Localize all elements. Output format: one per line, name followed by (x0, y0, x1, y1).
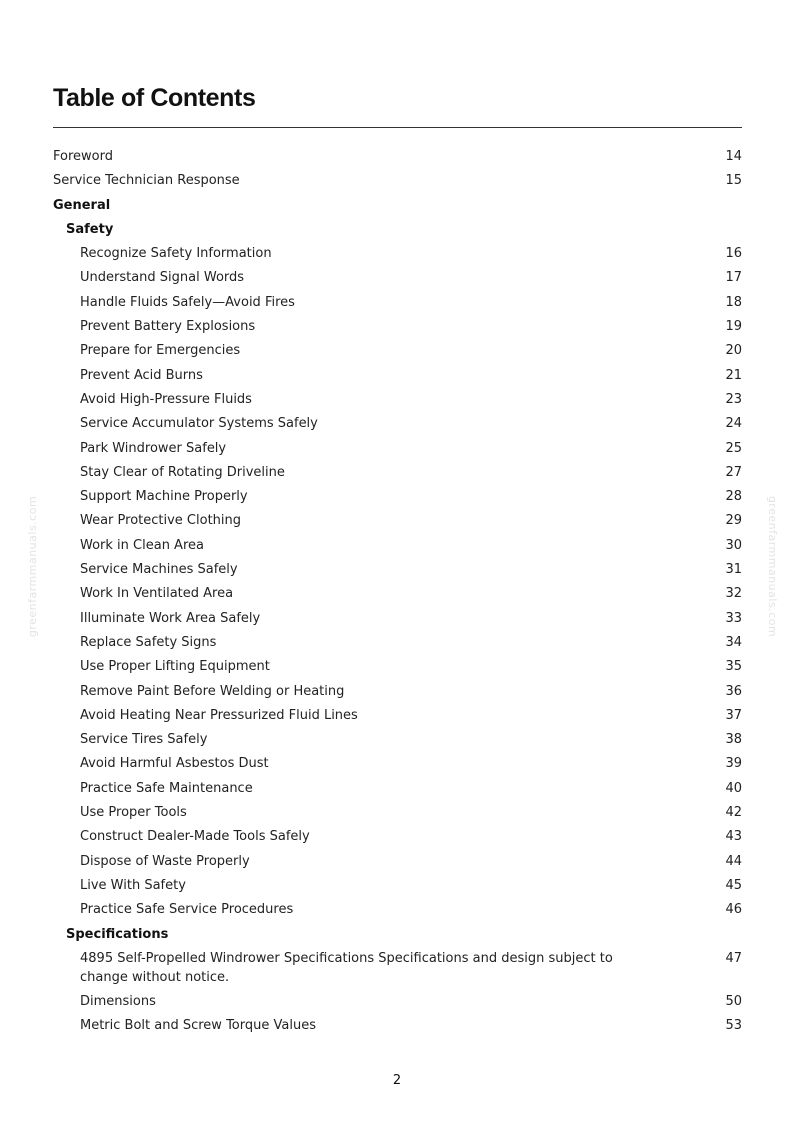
toc-entry-page: 25 (725, 440, 742, 456)
toc-entry[interactable] (53, 244, 742, 263)
toc-entry[interactable] (53, 414, 742, 433)
toc-entry-page: 36 (725, 683, 742, 699)
toc-entry[interactable] (53, 900, 742, 919)
toc-entry-page: 35 (725, 659, 742, 675)
page-number: 2 (392, 1073, 402, 1088)
toc-entry-page: 53 (725, 1018, 742, 1034)
toc-entry-page: 32 (725, 586, 742, 602)
toc-entry-label: Dispose of Waste Properly (80, 853, 250, 869)
toc-entry[interactable] (53, 560, 742, 579)
toc-entry[interactable] (53, 949, 742, 987)
toc-entry-label: Live With Safety (80, 877, 186, 893)
toc-entry[interactable] (53, 754, 742, 773)
toc-entry[interactable] (53, 609, 742, 628)
toc-section-heading (53, 196, 742, 215)
toc-entry-label: Illuminate Work Area Safely (80, 610, 261, 626)
toc-entry-label: Construct Dealer-Made Tools Safely (80, 829, 310, 845)
toc-entry[interactable] (53, 827, 742, 846)
toc-entry-page: 34 (725, 634, 742, 650)
toc-entry[interactable] (53, 633, 742, 652)
toc-entry[interactable] (53, 1016, 742, 1035)
toc-entry-page: 47 (725, 950, 742, 966)
toc-entry[interactable] (53, 487, 742, 506)
toc-entry-label: Use Proper Tools (80, 805, 187, 821)
toc-entry[interactable] (53, 171, 742, 190)
toc-entry-label: Avoid Harmful Asbestos Dust (80, 756, 269, 772)
toc-entry-label: Prepare for Emergencies (80, 343, 241, 359)
toc-entry-label: Service Machines Safely (80, 562, 238, 578)
toc-list (53, 147, 742, 1041)
toc-entry[interactable] (53, 390, 742, 409)
toc-entry-page: 43 (725, 829, 742, 845)
toc-entry-page: 14 (725, 149, 742, 164)
toc-entry[interactable] (53, 803, 742, 822)
toc-entry[interactable] (53, 706, 742, 725)
toc-entry-label: Prevent Battery Explosions (80, 319, 256, 335)
toc-entry-page: 24 (725, 416, 742, 432)
toc-entry[interactable] (53, 779, 742, 798)
toc-entry-label: Dimensions (80, 994, 156, 1010)
toc-entry-page: 40 (725, 780, 742, 796)
toc-entry-label: Service Accumulator Systems Safely (80, 416, 318, 432)
watermark-right: greenfarmmanuals.com (766, 495, 780, 638)
toc-entry-page: 30 (725, 537, 742, 553)
title-divider (53, 127, 742, 128)
toc-entry-page: 45 (725, 877, 742, 893)
toc-section-heading (53, 220, 742, 239)
toc-entry-label: Work in Clean Area (80, 537, 204, 553)
toc-entry-page: 33 (725, 610, 742, 626)
toc-entry[interactable] (53, 147, 742, 166)
toc-entry-page: 28 (725, 489, 742, 505)
toc-entry-label: Metric Bolt and Screw Torque Values (80, 1018, 316, 1034)
toc-entry-page: 15 (725, 173, 742, 189)
toc-entry-page: 21 (725, 367, 742, 383)
toc-entry-label: Foreword (53, 149, 113, 164)
toc-entry-page: 46 (725, 902, 742, 918)
toc-entry-page: 27 (725, 464, 742, 480)
toc-entry[interactable] (53, 463, 742, 482)
toc-entry-page: 31 (725, 562, 742, 578)
toc-entry[interactable] (53, 657, 742, 676)
toc-entry[interactable] (53, 730, 742, 749)
page-title: Table of Contents (53, 84, 256, 112)
toc-entry[interactable] (53, 511, 742, 530)
toc-entry[interactable] (53, 584, 742, 603)
toc-entry-label: Use Proper Lifting Equipment (80, 659, 270, 675)
toc-entry-page: 38 (725, 732, 742, 748)
toc-entry-label: Understand Signal Words (80, 270, 245, 286)
toc-entry-page: 37 (725, 707, 742, 723)
toc-entry[interactable] (53, 317, 742, 336)
toc-entry-label: Practice Safe Maintenance (80, 780, 253, 796)
toc-entry-label: Park Windrower Safely (80, 440, 227, 456)
toc-entry-label: Recognize Safety Information (80, 246, 272, 262)
toc-entry-page: 18 (725, 294, 742, 310)
toc-entry-label: Prevent Acid Burns (80, 367, 203, 383)
toc-entry-label: Work In Ventilated Area (80, 586, 234, 602)
toc-entry-label: Safety (66, 221, 114, 237)
toc-entry[interactable] (53, 992, 742, 1011)
toc-entry[interactable] (53, 341, 742, 360)
toc-entry-label: Avoid High-Pressure Fluids (80, 391, 252, 407)
toc-entry-label: General (53, 197, 111, 213)
toc-entry[interactable] (53, 536, 742, 555)
toc-entry[interactable] (53, 268, 742, 287)
toc-entry[interactable] (53, 293, 742, 312)
watermark-left: greenfarmmanuals.com (26, 495, 40, 638)
toc-entry[interactable] (53, 682, 742, 701)
toc-entry-label: Support Machine Properly (80, 489, 248, 505)
toc-entry-label: 4895 Self-Propelled Windrower Specifications Specifications and design subject to change without notice. (80, 950, 613, 985)
toc-entry-label: Practice Safe Service Procedures (80, 902, 294, 918)
toc-entry[interactable] (53, 852, 742, 871)
toc-entry-label: Avoid Heating Near Pressurized Fluid Lines (80, 707, 358, 723)
toc-entry[interactable] (53, 876, 742, 895)
toc-entry-label: Wear Protective Clothing (80, 513, 242, 529)
toc-entry[interactable] (53, 366, 742, 385)
toc-entry-page: 44 (725, 853, 742, 869)
toc-entry-label: Replace Safety Signs (80, 634, 217, 650)
toc-entry-page: 19 (725, 319, 742, 335)
toc-entry-label: Service Tires Safely (80, 732, 208, 748)
toc-entry-page: 50 (725, 994, 742, 1010)
toc-entry[interactable] (53, 439, 742, 458)
toc-entry-label: Stay Clear of Rotating Driveline (80, 464, 285, 480)
toc-entry-page: 39 (725, 756, 742, 772)
toc-entry-page: 16 (725, 246, 742, 262)
toc-section-heading (53, 925, 742, 944)
toc-entry-page: 20 (725, 343, 742, 359)
toc-entry-page: 29 (725, 513, 742, 529)
toc-entry-label: Specifications (66, 926, 169, 942)
toc-entry-label: Remove Paint Before Welding or Heating (80, 683, 345, 699)
toc-entry-page: 17 (725, 270, 742, 286)
toc-entry-label: Service Technician Response (53, 173, 240, 189)
toc-entry-page: 23 (725, 391, 742, 407)
toc-entry-page: 42 (725, 805, 742, 821)
toc-entry-label: Handle Fluids Safely—Avoid Fires (80, 294, 295, 310)
